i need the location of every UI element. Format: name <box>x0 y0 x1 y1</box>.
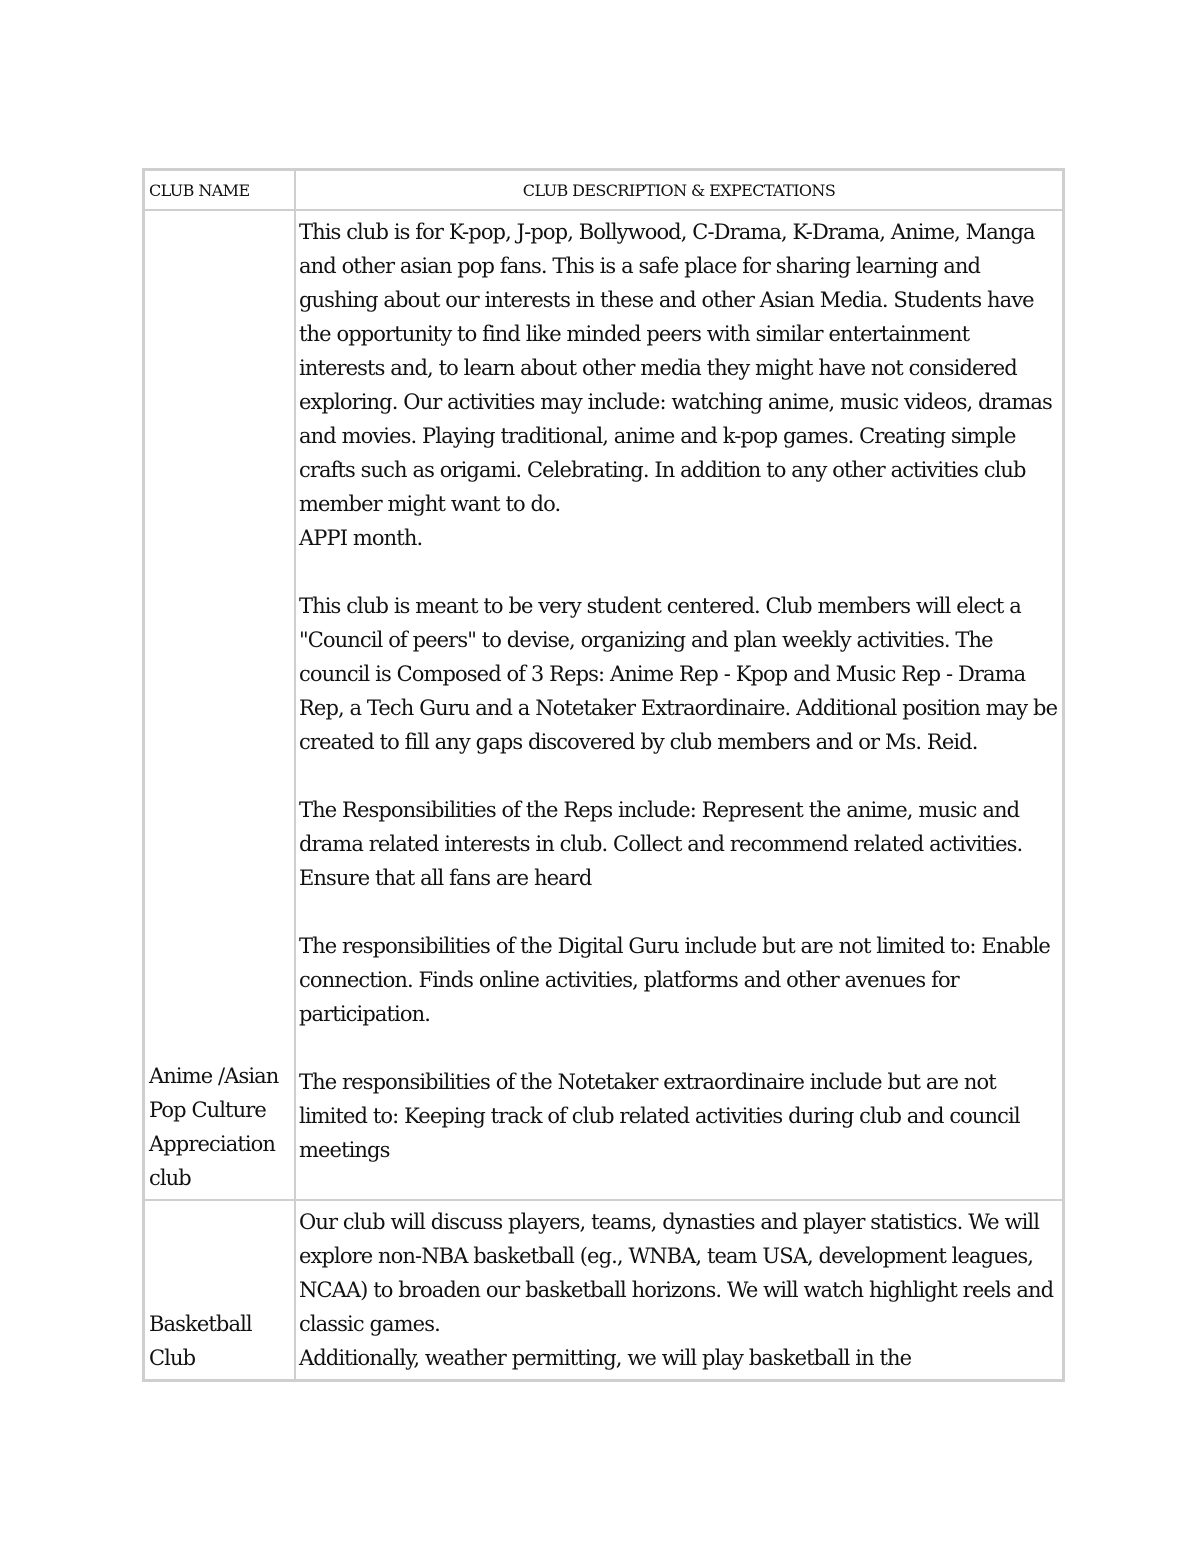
description-paragraph: This club is for K-pop, J-pop, Bollywood, C-Drama, K-Drama, Anime, Manga and other asian pop fans. This is a safe place for sharing learning and gushing about our interests in these and other Asian Media. Students have the opportunity to find like minded peers with similar entertainment interests and, to learn about other media they might have not considered exploring. Our activities may include: watching anime, music videos, dramas and movies. Playing traditional, anime and k-pop games. Creating simple crafts such as origami. Celebrating. In addition to any other activities club member might want to do. <box>299 220 1052 516</box>
table-row <box>144 210 1063 1200</box>
table-row <box>144 1200 1063 1380</box>
description-paragraph: This club is meant to be very student centered. Club members will elect a "Council of peers" to devise, organizing and plan weekly activities. The council is Composed of 3 Reps: Anime Rep - Kpop and Music Rep - Drama Rep, a Tech Guru and a Notetaker Extraordinaire. Additional position may be created to fill any gaps discovered by club members and or Ms. Reid. <box>299 594 1058 754</box>
club-name-cell: Anime /Asian Pop Culture Appreciation club <box>144 210 295 1200</box>
description-paragraph: Our club will discuss players, teams, dynasties and player statistics. We will explore non-NBA basketball (eg., WNBA, team USA, development leagues, NCAA) to broaden our basketball horizons. We will watch highlight reels and classic games. <box>299 1210 1054 1336</box>
header-row <box>144 170 1063 210</box>
description-paragraph: APPI month. <box>299 526 423 550</box>
paragraph-spacer <box>299 759 1058 793</box>
paragraph-spacer <box>299 555 1058 589</box>
club-name-cell: Basketball Club <box>144 1200 295 1380</box>
club-description-cell <box>295 210 1063 1200</box>
paragraph-spacer <box>299 1031 1058 1065</box>
description-paragraph: Additionally, weather permitting, we will play basketball in the <box>299 1346 912 1370</box>
clubs-table <box>142 168 1065 1382</box>
header-club-description: CLUB DESCRIPTION & EXPECTATIONS <box>295 170 1063 210</box>
description-paragraph: The responsibilities of the Notetaker extraordinaire include but are not limited to: Keeping track of club related activities during club and council meetings <box>299 1070 1020 1162</box>
description-paragraph: The responsibilities of the Digital Guru include but are not limited to: Enable connection. Finds online activities, platforms and other avenues for participation. <box>299 934 1050 1026</box>
header-club-name: CLUB NAME <box>144 170 295 210</box>
description-paragraph: The Responsibilities of the Reps include: Represent the anime, music and drama related interests in club. Collect and recommend related activities. Ensure that all fans are heard <box>299 798 1023 890</box>
paragraph-spacer <box>299 895 1058 929</box>
club-description-cell <box>295 1200 1063 1380</box>
